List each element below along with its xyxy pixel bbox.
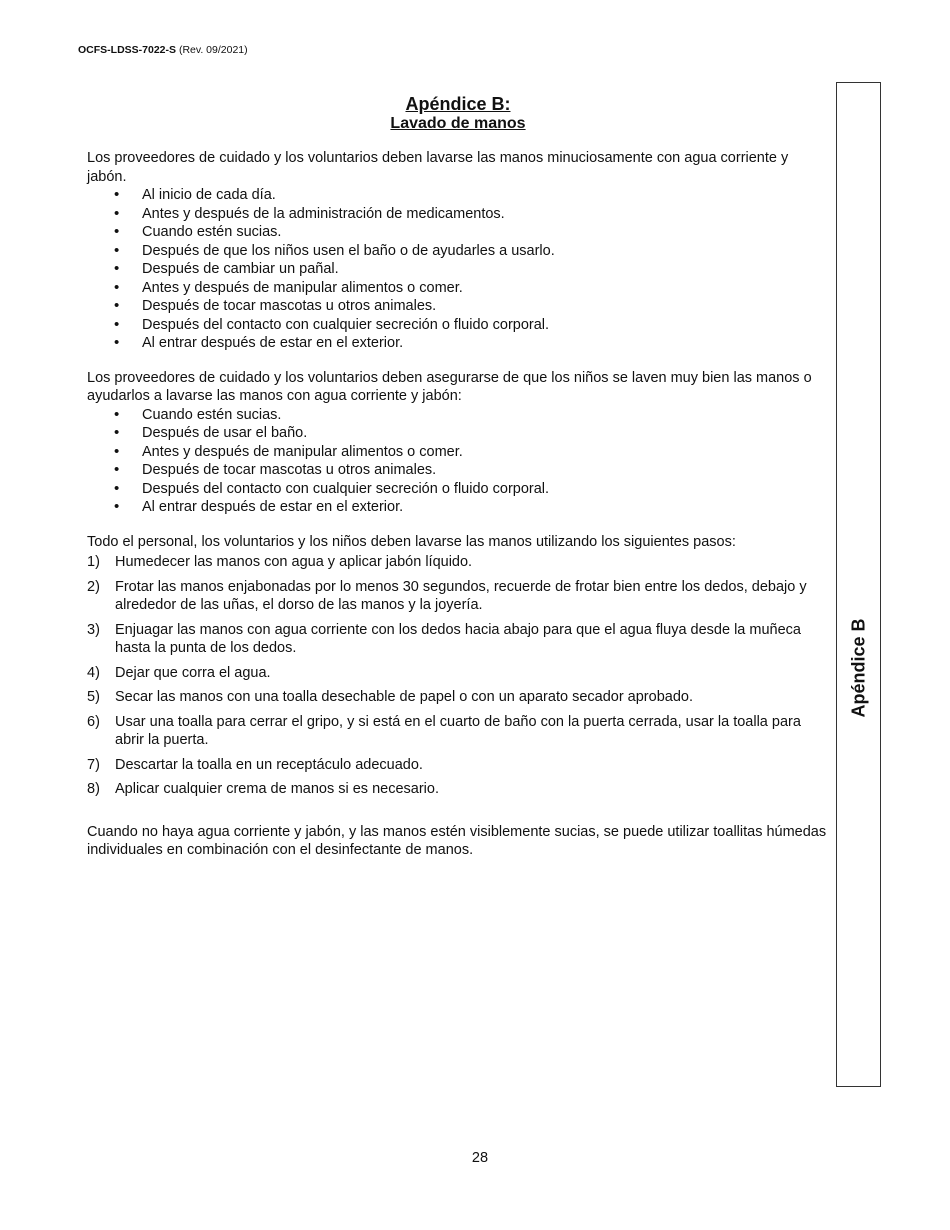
list-item: • Antes y después de manipular alimentos o comer. bbox=[87, 443, 829, 462]
section2-list bbox=[87, 406, 829, 517]
step-item bbox=[87, 688, 829, 707]
step-number: 3) bbox=[87, 621, 100, 638]
list-item: • Cuando estén sucias. bbox=[87, 406, 829, 425]
list-item: • Al entrar después de estar en el exterior. bbox=[87, 498, 829, 517]
step-text: Usar una toalla para cerrar el gripo, y si está en el cuarto de baño con la puerta cerrada, usar la toalla para abrir la puerta. bbox=[115, 713, 801, 748]
list-item: • Después del contacto con cualquier secreción o fluido corporal. bbox=[87, 316, 829, 335]
step-text: Humedecer las manos con agua y aplicar jabón líquido. bbox=[115, 554, 473, 570]
step-item bbox=[87, 756, 829, 775]
form-revision: (Rev. 09/2021) bbox=[178, 44, 248, 56]
step-number: 7) bbox=[87, 756, 100, 773]
step-item bbox=[87, 780, 829, 799]
step-text: Aplicar cualquier crema de manos si es necesario. bbox=[115, 781, 439, 797]
step-item bbox=[87, 664, 829, 683]
section2-intro: Los proveedores de cuidado y los voluntarios deben asegurarse de que los niños se laven muy bien las manos o ayudarlos a lavarse las manos con agua corriente y jabón: bbox=[87, 369, 812, 404]
form-identifier bbox=[78, 44, 248, 56]
step-item bbox=[87, 578, 829, 615]
list-item: • Después de cambiar un pañal. bbox=[87, 260, 829, 279]
list-item: • Al entrar después de estar en el exterior. bbox=[87, 334, 829, 353]
list-item: • Antes y después de la administración de medicamentos. bbox=[87, 205, 829, 224]
appendix-subtitle: Lavado de manos bbox=[390, 115, 526, 132]
step-number: 5) bbox=[87, 689, 100, 705]
handwashing-steps bbox=[87, 553, 829, 799]
list-item: • Después de tocar mascotas u otros animales. bbox=[87, 297, 829, 316]
list-item: • Después de usar el baño. bbox=[87, 424, 829, 443]
list-item: • Al inicio de cada día. bbox=[87, 186, 829, 205]
step-text: Dejar que corra el agua. bbox=[115, 664, 271, 681]
section1-intro: Los proveedores de cuidado y los voluntarios deben lavarse las manos minuciosamente con agua corriente y jabón. bbox=[87, 150, 789, 185]
form-code: OCFS-LDSS-7022-S bbox=[78, 44, 177, 56]
list-item: • Antes y después de manipular alimentos o comer. bbox=[87, 279, 829, 298]
section3-intro: Todo el personal, los voluntarios y los niños deben lavarse las manos utilizando los siguientes pasos: bbox=[87, 533, 736, 550]
step-number: 8) bbox=[87, 781, 100, 797]
section1-list bbox=[87, 186, 829, 353]
step-number: 6) bbox=[87, 713, 100, 730]
step-number: 1) bbox=[87, 554, 100, 570]
step-text: Descartar la toalla en un receptáculo adecuado. bbox=[115, 756, 423, 773]
step-text: Secar las manos con una toalla desechable de papel o con un aparato secador aprobado. bbox=[115, 689, 693, 705]
appendix-side-tab-label: Apéndice B bbox=[848, 618, 869, 718]
page-content bbox=[87, 94, 829, 860]
step-item bbox=[87, 713, 829, 750]
list-item: • Después de que los niños usen el baño o de ayudarles a usarlo. bbox=[87, 242, 829, 261]
step-text: Enjuagar las manos con agua corriente con los dedos hacia abajo para que el agua fluya desde la muñeca hasta la punta de los dedos. bbox=[115, 621, 801, 656]
list-item: • Después de tocar mascotas u otros animales. bbox=[87, 461, 829, 480]
step-item bbox=[87, 621, 829, 658]
page-number: 28 bbox=[471, 1150, 489, 1166]
list-item: • Cuando estén sucias. bbox=[87, 223, 829, 242]
closing-paragraph: Cuando no haya agua corriente y jabón, y las manos estén visiblemente sucias, se puede utilizar toallitas húmedas individuales en combinación con el desinfectante de manos. bbox=[87, 823, 827, 858]
step-item bbox=[87, 553, 829, 572]
step-text: Frotar las manos enjabonadas por lo menos 30 segundos, recuerde de frotar bien entre los dedos, debajo y alrededor de las uñas, el dorso de las manos y la joyería. bbox=[115, 578, 807, 613]
step-number: 4) bbox=[87, 664, 100, 681]
appendix-title: Apéndice B: bbox=[405, 94, 511, 114]
step-number: 2) bbox=[87, 578, 100, 595]
appendix-side-tab bbox=[836, 82, 881, 1087]
list-item: • Después del contacto con cualquier secreción o fluido corporal. bbox=[87, 480, 829, 499]
